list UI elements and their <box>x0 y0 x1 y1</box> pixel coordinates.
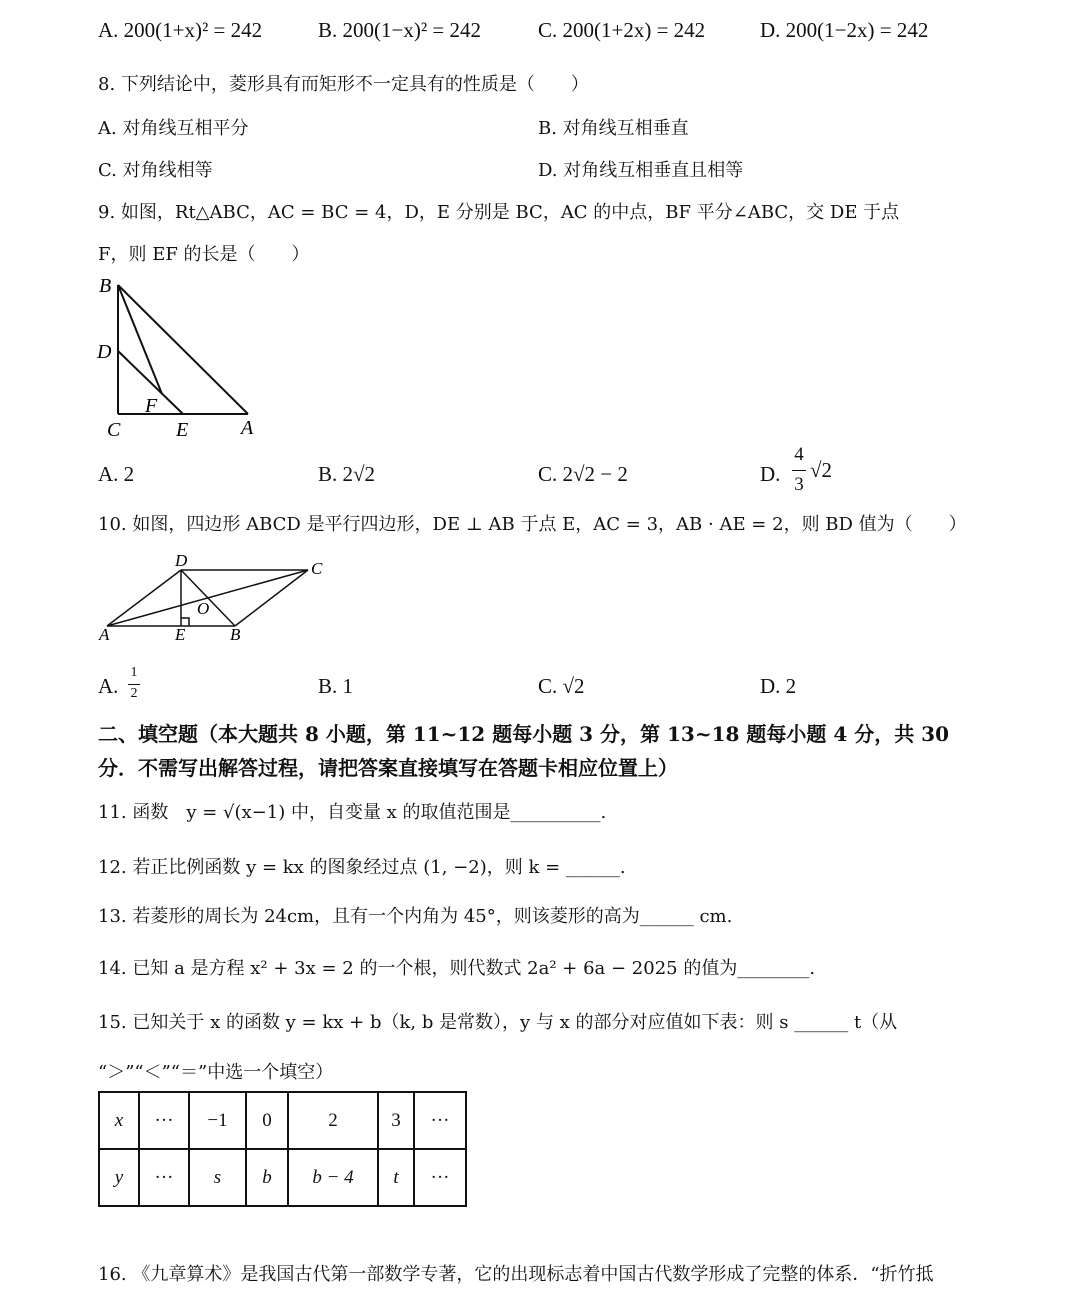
q14: 14. 已知 a 是方程 x² + 3x = 2 的一个根，则代数式 2a² + 6a − 2025 的值为________. <box>98 958 816 979</box>
table-cell: ··· <box>414 1149 466 1206</box>
label-d: D <box>97 341 112 363</box>
q15-value-table <box>98 1091 467 1207</box>
q10-option-b: B. 1 <box>318 674 354 698</box>
label-d: D <box>175 551 188 570</box>
table-cell: 3 <box>378 1092 414 1149</box>
label-a: A <box>241 417 254 439</box>
label-b: B <box>99 275 112 297</box>
q8-option-b: B. 对角线互相垂直 <box>538 118 689 139</box>
label-a: A <box>99 625 110 644</box>
q9-stem-line2: F，则 EF 的长是（ ） <box>98 244 310 265</box>
q9-option-b: B. 2√2 <box>318 462 376 486</box>
q9-d-fraction-bar <box>792 470 806 471</box>
q8-option-c: C. 对角线相等 <box>98 160 213 181</box>
q9-triangle-figure <box>90 270 280 445</box>
q10-parallelogram-figure <box>95 550 335 645</box>
segment-bc <box>235 570 308 626</box>
table-cell: s <box>189 1149 246 1206</box>
label-o: O <box>197 599 210 618</box>
q9-d-denominator: 3 <box>794 474 804 495</box>
q12: 12. 若正比例函数 y = kx 的图象经过点 (1, −2)，则 k = ______. <box>98 857 626 878</box>
q9-stem-line1: 9. 如图，Rt△ABC，AC = BC = 4，D，E 分别是 BC，AC 的中点，BF 平分∠ABC，交 DE 于点 <box>98 202 900 223</box>
q16: 16. 《九章算术》是我国古代第一部数学专著，它的出现标志着中国古代数学形成了完整的体系．“折竹抵 <box>98 1264 934 1285</box>
table-cell: 0 <box>246 1092 288 1149</box>
label-c: C <box>311 559 323 578</box>
label-f: F <box>145 395 158 417</box>
q9-d-radical: √2 <box>810 458 833 482</box>
q11: 11. 函数 y = √(x−1) 中，自变量 x 的取值范围是__________. <box>98 802 607 823</box>
label-e: E <box>175 625 186 644</box>
table-cell: 2 <box>288 1092 378 1149</box>
q8-option-d: D. 对角线互相垂直且相等 <box>538 160 744 181</box>
q10-a-fraction-bar <box>128 684 140 685</box>
table-cell: x <box>99 1092 139 1149</box>
q9-triangle-lines <box>118 285 248 414</box>
table-cell: ··· <box>139 1092 189 1149</box>
segment-bf <box>118 285 162 394</box>
q9-d-numerator: 4 <box>794 444 804 465</box>
table-cell: b <box>246 1149 288 1206</box>
table-row-y <box>99 1149 466 1206</box>
q7-option-d: D. 200(1−2x) = 242 <box>760 18 929 42</box>
q10-a-denominator: 2 <box>130 686 138 701</box>
section2-heading-line2: 分．不需写出解答过程，请把答案直接填写在答题卡相应位置上） <box>98 756 678 780</box>
q9-option-d: D. <box>760 462 781 486</box>
table-cell: b − 4 <box>288 1149 378 1206</box>
segment-ba <box>118 285 248 414</box>
q13: 13. 若菱形的周长为 24cm，且有一个内角为 45°，则该菱形的高为______ cm. <box>98 906 733 927</box>
label-b: B <box>230 625 241 644</box>
q7-option-c: C. 200(1+2x) = 242 <box>538 18 706 42</box>
q15-stem-line2: “＞”“＜”“＝”中选一个填空） <box>98 1062 334 1083</box>
q9-option-c: C. 2√2 − 2 <box>538 462 628 486</box>
q8-option-a: A. 对角线互相平分 <box>98 118 249 139</box>
q10-option-d: D. 2 <box>760 674 797 698</box>
table-cell: −1 <box>189 1092 246 1149</box>
q7-option-a: A. 200(1+x)² = 242 <box>98 18 263 42</box>
label-c: C <box>107 419 121 441</box>
q9-option-a: A. 2 <box>98 462 135 486</box>
label-e: E <box>176 419 189 441</box>
table-cell: y <box>99 1149 139 1206</box>
table-cell: ··· <box>139 1149 189 1206</box>
q8-stem: 8. 下列结论中，菱形具有而矩形不一定具有的性质是（ ） <box>98 74 589 95</box>
q10-option-a: A. <box>98 674 119 698</box>
table-row-x <box>99 1092 466 1149</box>
section2-heading-line1: 二、填空题（本大题共 8 小题，第 11~12 题每小题 3 分，第 13~18 题每小题 4 分，共 30 <box>98 722 950 746</box>
q15-stem-line1: 15. 已知关于 x 的函数 y = kx + b（k, b 是常数），y 与 x 的部分对应值如下表：则 s ______ t（从 <box>98 1012 898 1033</box>
q7-option-b: B. 200(1−x)² = 242 <box>318 18 481 42</box>
q10-a-numerator: 1 <box>130 665 138 680</box>
table-cell: ··· <box>414 1092 466 1149</box>
q10-option-c: C. √2 <box>538 674 585 698</box>
q10-stem: 10. 如图，四边形 ABCD 是平行四边形，DE ⊥ AB 于点 E，AC = 3，AB · AE = 2，则 BD 值为（ ） <box>98 514 967 535</box>
table-cell: t <box>378 1149 414 1206</box>
segment-ad <box>107 570 181 626</box>
